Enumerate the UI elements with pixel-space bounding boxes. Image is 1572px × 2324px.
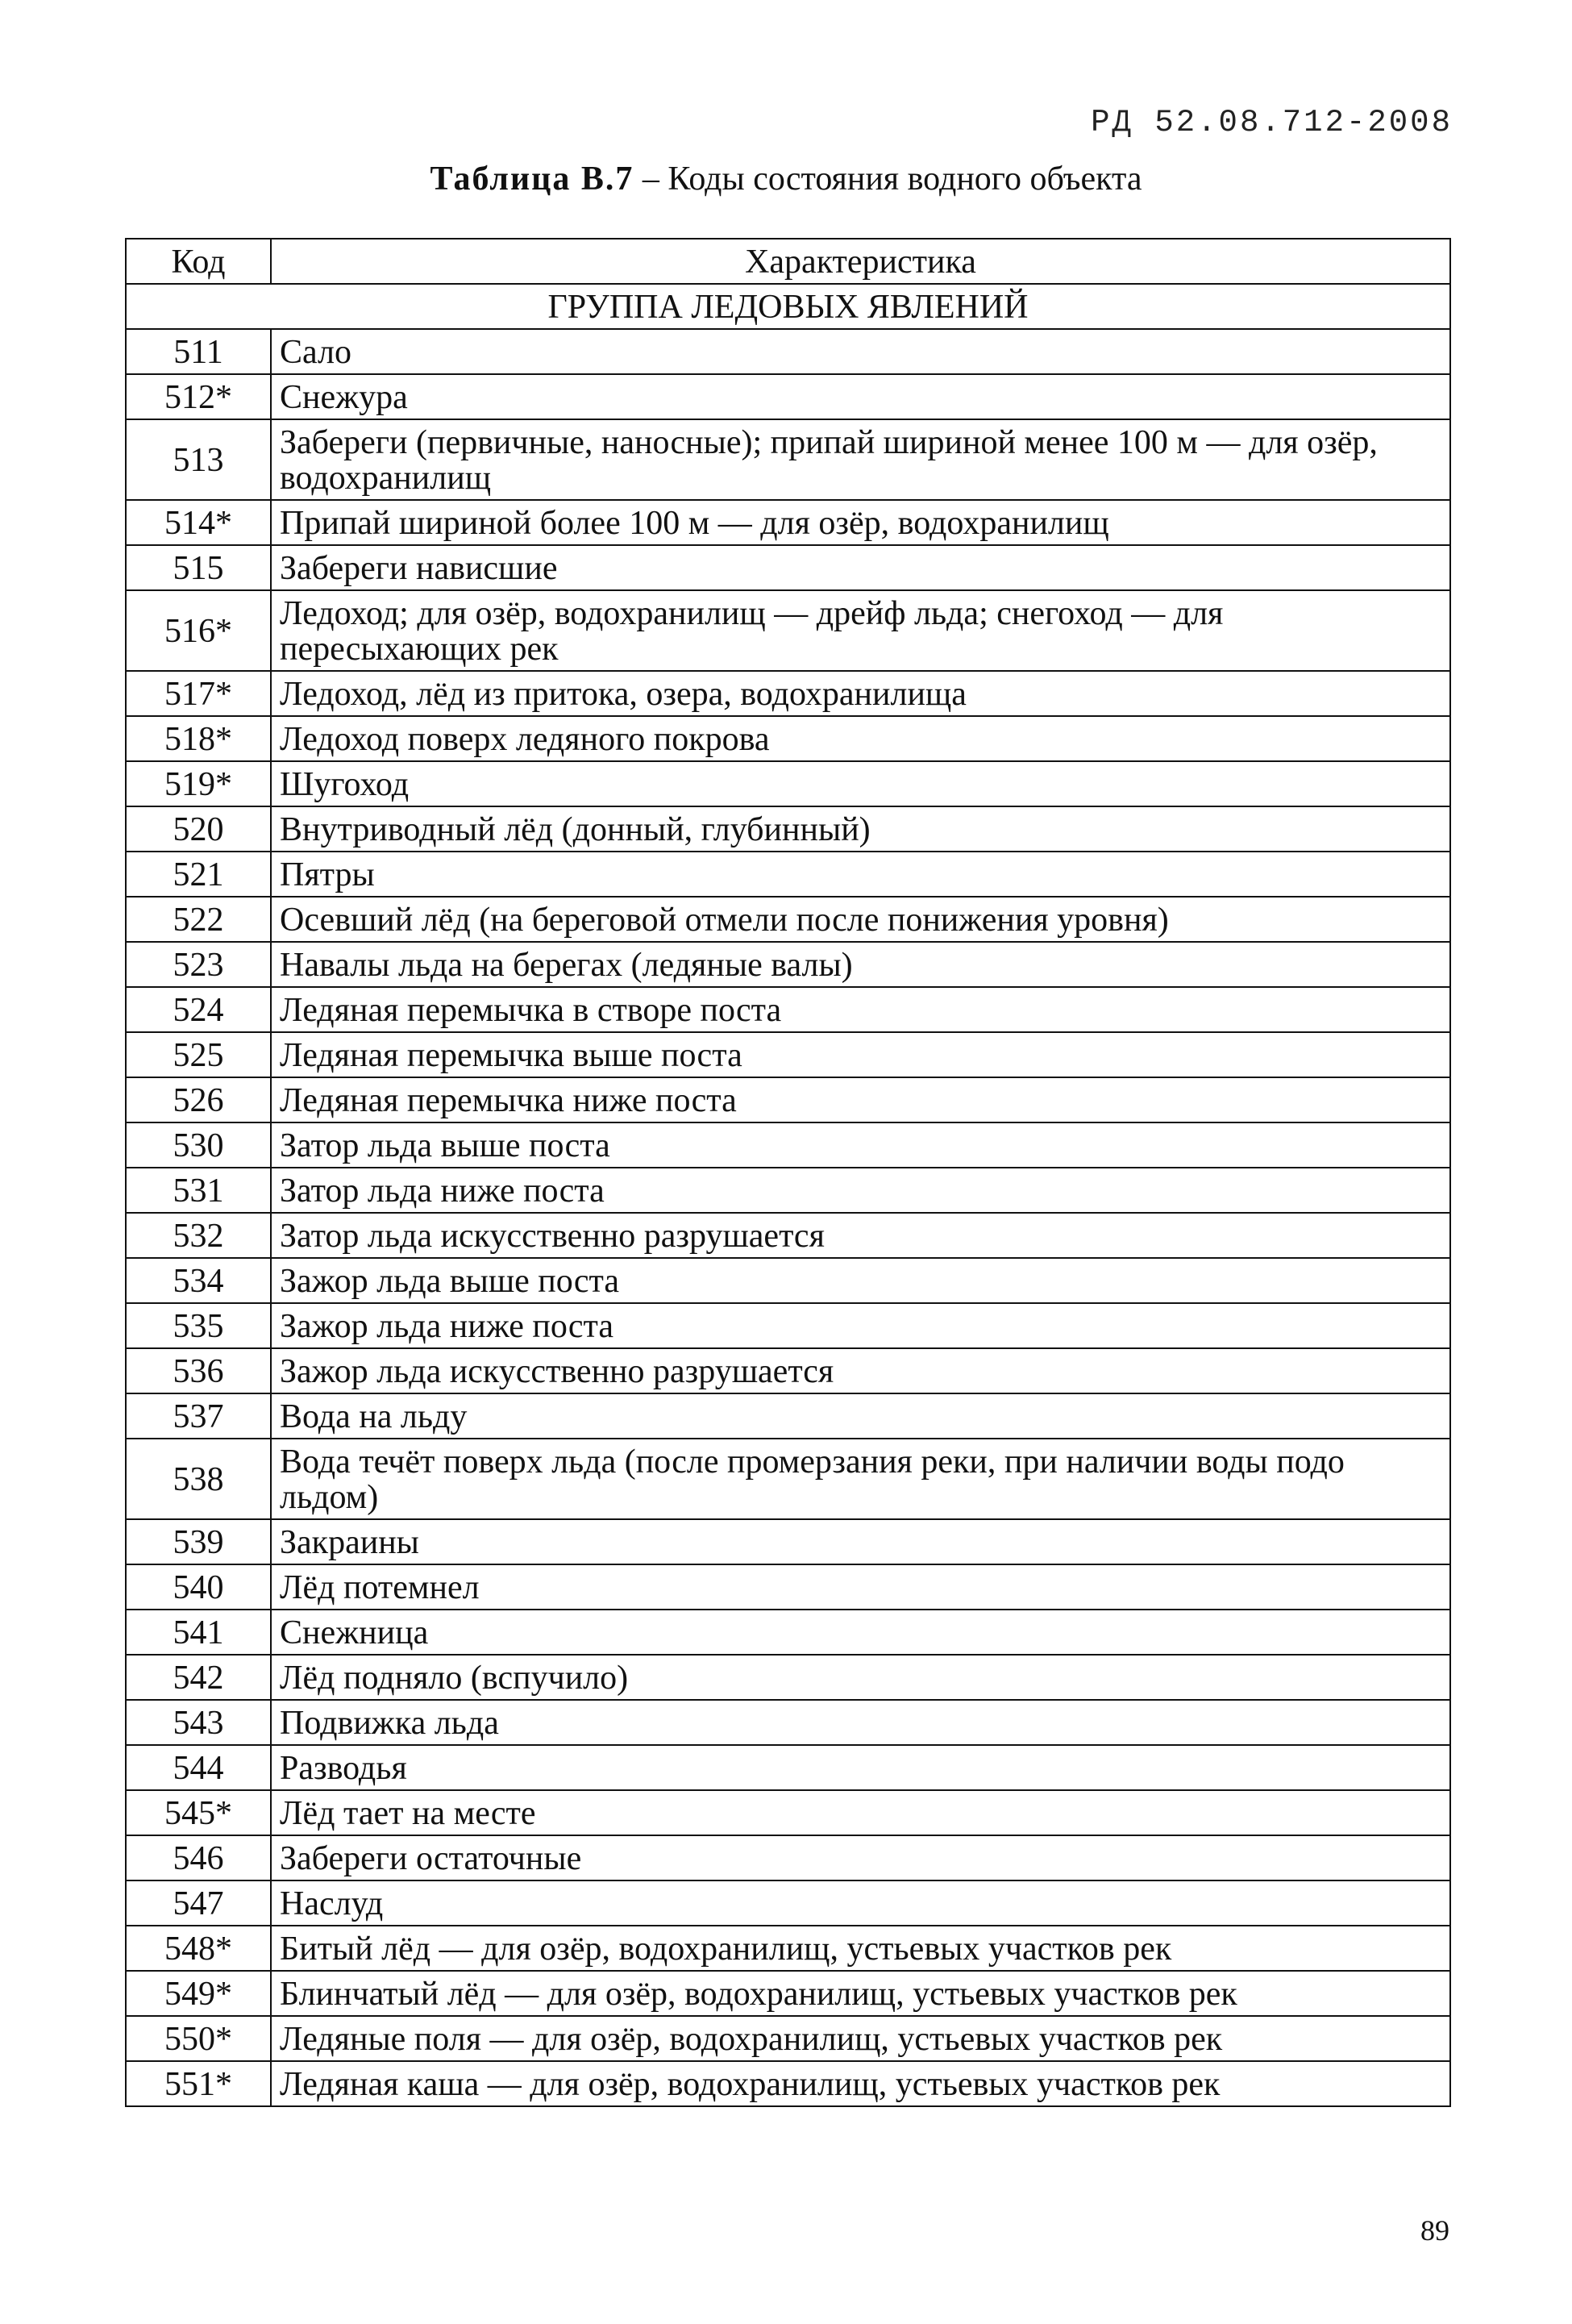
row-description: Зажор льда выше поста: [271, 1258, 1450, 1303]
table-row: [126, 590, 1450, 671]
row-code: 530: [126, 1122, 271, 1168]
table-row: [126, 1213, 1450, 1258]
row-code: 516*: [126, 590, 271, 671]
table-row: [126, 2016, 1450, 2061]
table-row: [126, 942, 1450, 987]
row-code: 513: [126, 419, 271, 500]
row-description: Забереги нависшие: [271, 545, 1450, 590]
row-code: 532: [126, 1213, 271, 1258]
row-code: 538: [126, 1439, 271, 1519]
row-description: Битый лёд — для озёр, водохранилищ, устьевых участков рек: [271, 1926, 1450, 1971]
row-description: Разводья: [271, 1745, 1450, 1790]
row-description: Лёд потемнел: [271, 1564, 1450, 1610]
row-description: Зажор льда ниже поста: [271, 1303, 1450, 1348]
row-description: Припай шириной более 100 м — для озёр, водохранилищ: [271, 500, 1450, 545]
table-row: [126, 761, 1450, 806]
row-code: 534: [126, 1258, 271, 1303]
table-row: [126, 806, 1450, 852]
row-code: 522: [126, 897, 271, 942]
row-description: Снежница: [271, 1610, 1450, 1655]
row-description: Лёд тает на месте: [271, 1790, 1450, 1835]
row-description: Внутриводный лёд (донный, глубинный): [271, 806, 1450, 852]
page-number: 89: [1420, 2214, 1449, 2247]
table-row: [126, 897, 1450, 942]
table-label: Таблица В.7: [430, 160, 634, 198]
table-row: [126, 1303, 1450, 1348]
row-code: 547: [126, 1880, 271, 1926]
row-code: 517*: [126, 671, 271, 716]
row-code: 542: [126, 1655, 271, 1700]
codes-table: [125, 238, 1451, 2107]
table-row: [126, 1835, 1450, 1880]
table-row: [126, 852, 1450, 897]
row-description: Затор льда искусственно разрушается: [271, 1213, 1450, 1258]
row-code: 524: [126, 987, 271, 1032]
row-description: Осевший лёд (на береговой отмели после понижения уровня): [271, 897, 1450, 942]
row-description: Ледяная каша — для озёр, водохранилищ, устьевых участков рек: [271, 2061, 1450, 2106]
row-description: Вода на льду: [271, 1393, 1450, 1439]
row-description: Ледоход; для озёр, водохранилищ — дрейф льда; снегоход — для пересыхающих рек: [271, 590, 1450, 671]
table-row: [126, 1168, 1450, 1213]
table-header-row: [126, 239, 1450, 284]
row-description: Наслуд: [271, 1880, 1450, 1926]
row-code: 549*: [126, 1971, 271, 2016]
row-code: 531: [126, 1168, 271, 1213]
row-code: 545*: [126, 1790, 271, 1835]
row-description: Ледяная перемычка в створе поста: [271, 987, 1450, 1032]
row-code: 541: [126, 1610, 271, 1655]
table-row: [126, 1258, 1450, 1303]
row-code: 551*: [126, 2061, 271, 2106]
row-description: Забереги (первичные, наносные); припай шириной менее 100 м — для озёр, водохранилищ: [271, 419, 1450, 500]
row-code: 512*: [126, 374, 271, 419]
table-row: [126, 1745, 1450, 1790]
row-code: 511: [126, 329, 271, 374]
group-header: ГРУППА ЛЕДОВЫХ ЯВЛЕНИЙ: [126, 284, 1450, 329]
row-code: 521: [126, 852, 271, 897]
row-description: Подвижка льда: [271, 1700, 1450, 1745]
table-row: [126, 1393, 1450, 1439]
row-code: 543: [126, 1700, 271, 1745]
row-code: 526: [126, 1077, 271, 1122]
table-row: [126, 1790, 1450, 1835]
row-code: 514*: [126, 500, 271, 545]
row-code: 546: [126, 1835, 271, 1880]
row-code: 544: [126, 1745, 271, 1790]
row-code: 515: [126, 545, 271, 590]
document-code: РД 52.08.712-2008: [1091, 105, 1453, 140]
table-row: [126, 716, 1450, 761]
table-row: [126, 1700, 1450, 1745]
row-description: Сало: [271, 329, 1450, 374]
table-row: [126, 1880, 1450, 1926]
row-description: Затор льда выше поста: [271, 1122, 1450, 1168]
table-row: [126, 1610, 1450, 1655]
row-code: 548*: [126, 1926, 271, 1971]
row-code: 540: [126, 1564, 271, 1610]
row-description: Снежура: [271, 374, 1450, 419]
table-row: [126, 1971, 1450, 2016]
row-description: Ледяная перемычка выше поста: [271, 1032, 1450, 1077]
row-description: Шугоход: [271, 761, 1450, 806]
table-row: [126, 1519, 1450, 1564]
table-row: [126, 1926, 1450, 1971]
row-description: Ледоход поверх ледяного покрова: [271, 716, 1450, 761]
row-description: Зажор льда искусственно разрушается: [271, 1348, 1450, 1393]
row-code: 539: [126, 1519, 271, 1564]
table-row: [126, 419, 1450, 500]
table-title: [0, 160, 1572, 198]
row-code: 518*: [126, 716, 271, 761]
row-code: 520: [126, 806, 271, 852]
table-row: [126, 1439, 1450, 1519]
row-code: 550*: [126, 2016, 271, 2061]
row-code: 536: [126, 1348, 271, 1393]
column-header-code: Код: [126, 239, 271, 284]
group-header-row: [126, 284, 1450, 329]
table-row: [126, 545, 1450, 590]
row-description: Забереги остаточные: [271, 1835, 1450, 1880]
table-row: [126, 1032, 1450, 1077]
row-description: Пятры: [271, 852, 1450, 897]
row-description: Навалы льда на берегах (ледяные валы): [271, 942, 1450, 987]
table-caption: – Коды состояния водного объекта: [634, 160, 1142, 198]
row-code: 525: [126, 1032, 271, 1077]
table-row: [126, 2061, 1450, 2106]
table-row: [126, 671, 1450, 716]
row-code: 535: [126, 1303, 271, 1348]
row-code: 537: [126, 1393, 271, 1439]
row-description: Ледоход, лёд из притока, озера, водохранилища: [271, 671, 1450, 716]
column-header-description: Характеристика: [271, 239, 1450, 284]
row-code: 523: [126, 942, 271, 987]
row-description: Закраины: [271, 1519, 1450, 1564]
row-description: Ледяные поля — для озёр, водохранилищ, устьевых участков рек: [271, 2016, 1450, 2061]
table-row: [126, 1348, 1450, 1393]
table-row: [126, 1655, 1450, 1700]
table-row: [126, 987, 1450, 1032]
table-row: [126, 1077, 1450, 1122]
table-row: [126, 1122, 1450, 1168]
row-code: 519*: [126, 761, 271, 806]
row-description: Вода течёт поверх льда (после промерзания реки, при наличии воды подо льдом): [271, 1439, 1450, 1519]
table-row: [126, 1564, 1450, 1610]
row-description: Блинчатый лёд — для озёр, водохранилищ, устьевых участков рек: [271, 1971, 1450, 2016]
row-description: Лёд подняло (вспучило): [271, 1655, 1450, 1700]
row-description: Ледяная перемычка ниже поста: [271, 1077, 1450, 1122]
row-description: Затор льда ниже поста: [271, 1168, 1450, 1213]
table-row: [126, 500, 1450, 545]
table-row: [126, 374, 1450, 419]
table-row: [126, 329, 1450, 374]
